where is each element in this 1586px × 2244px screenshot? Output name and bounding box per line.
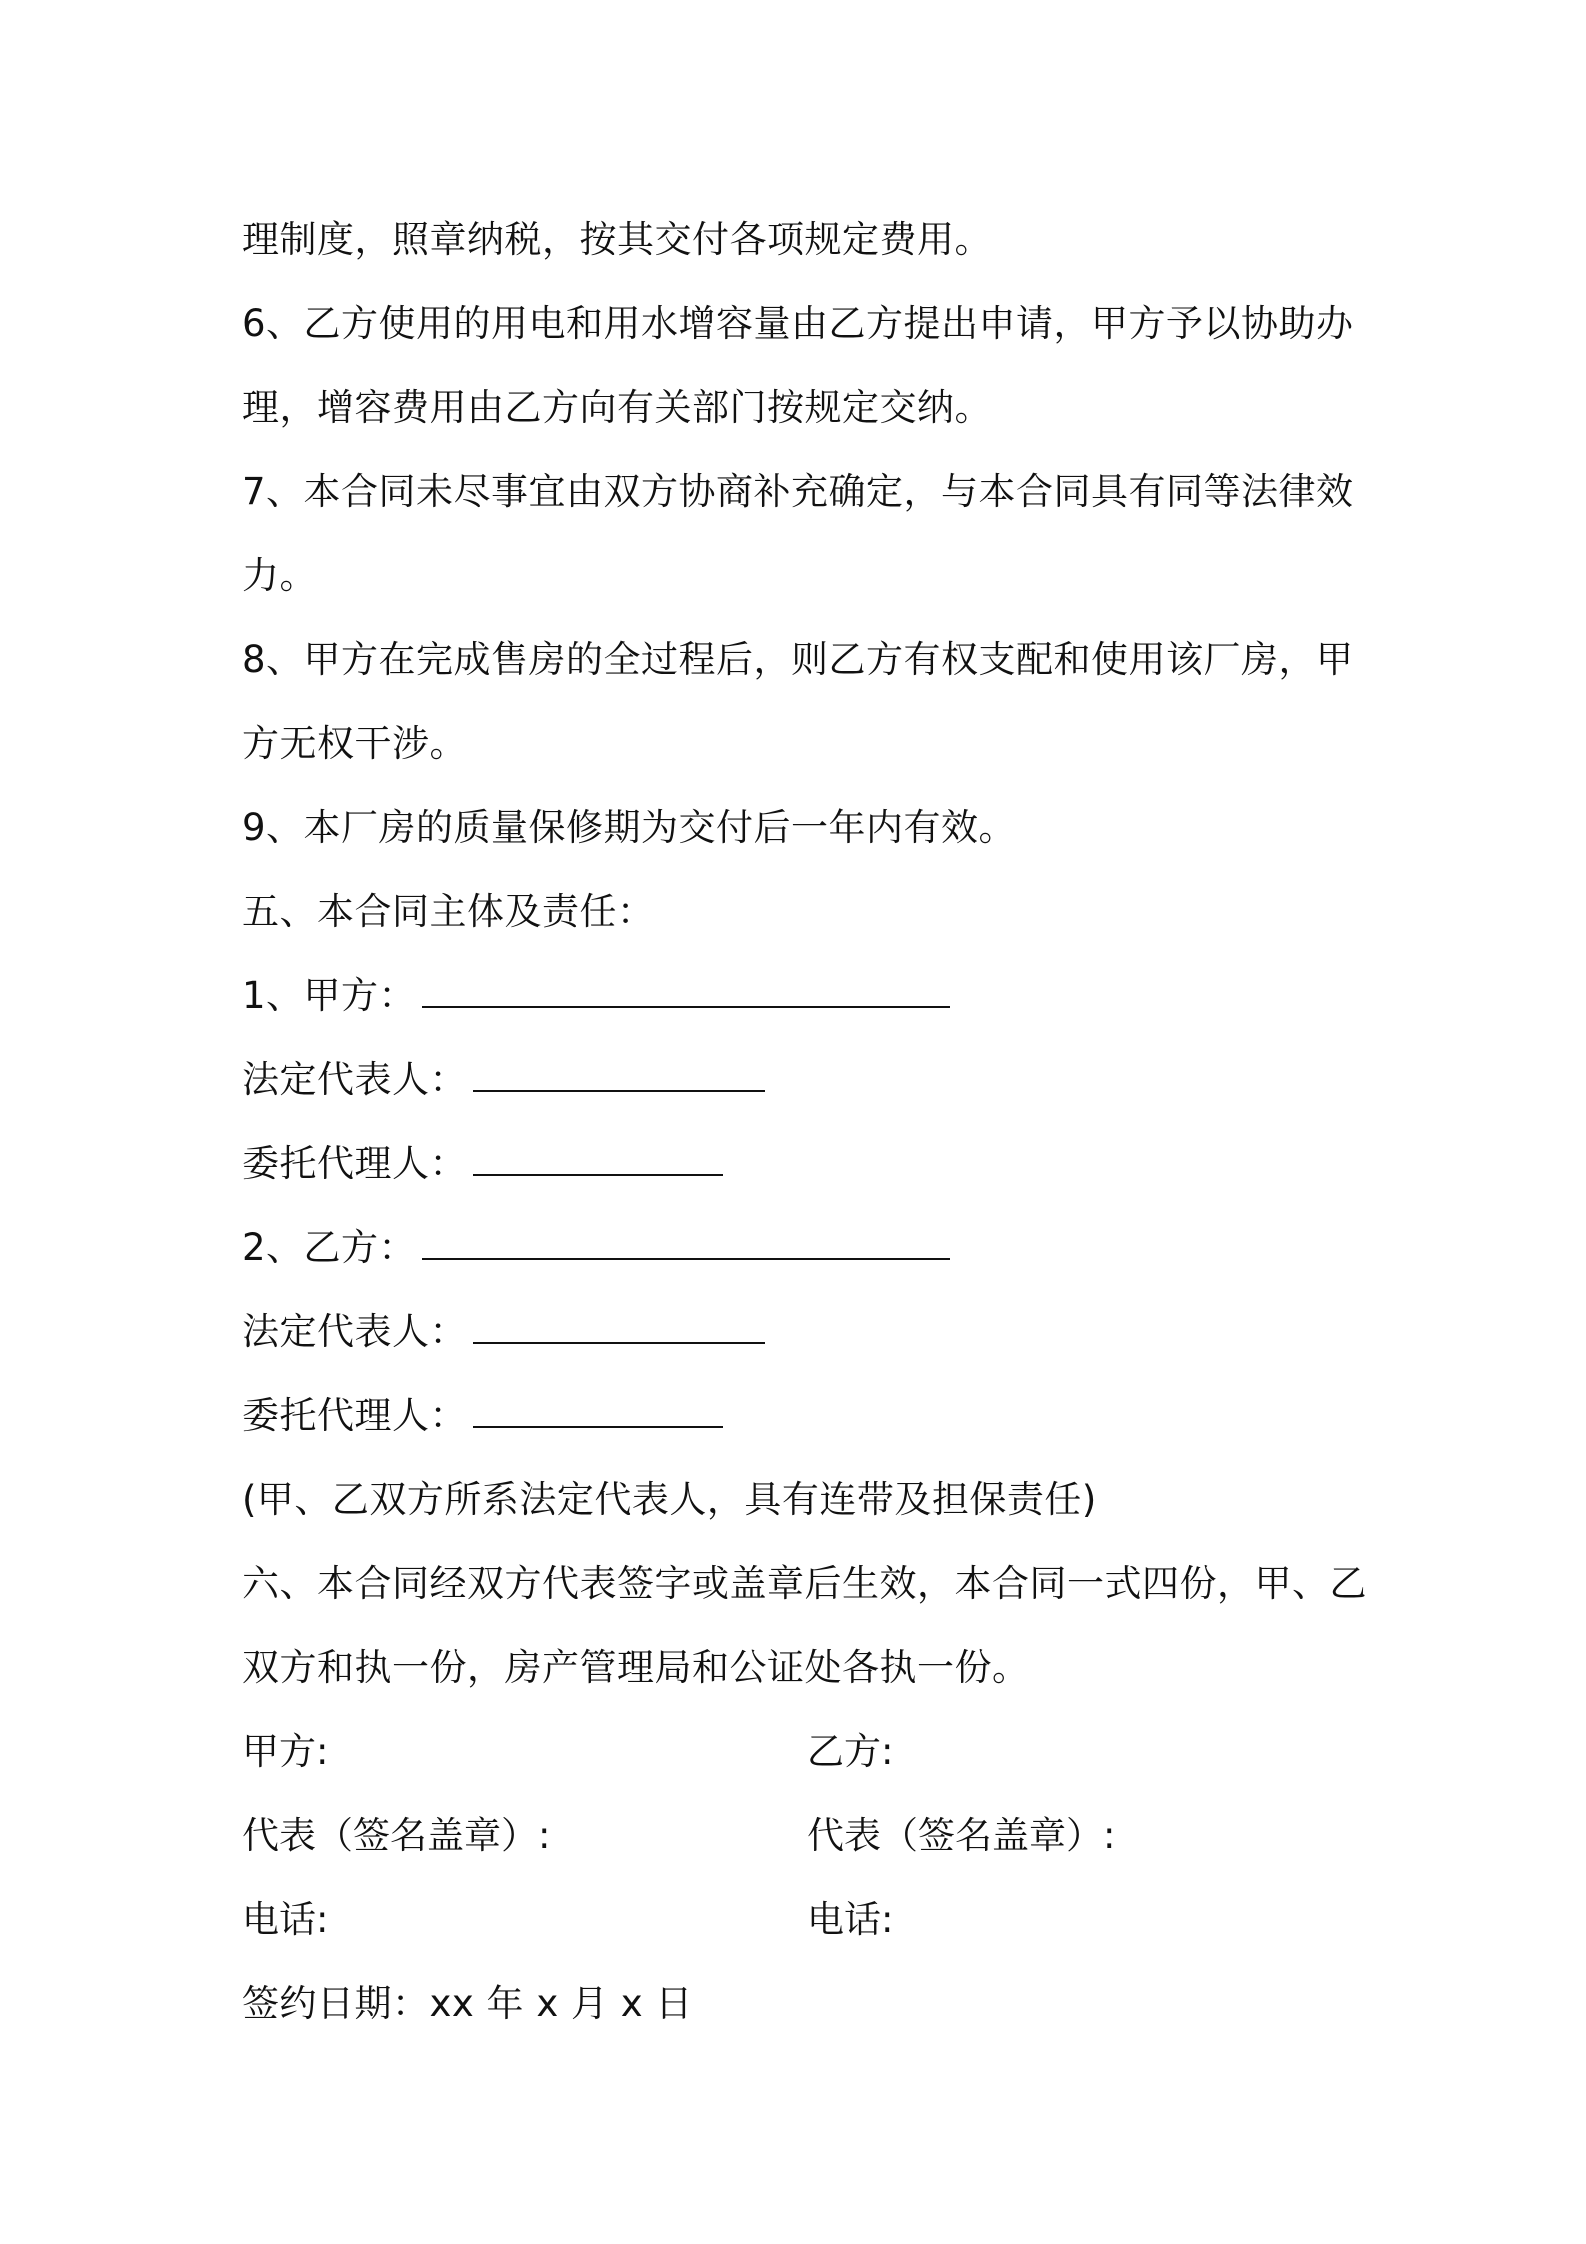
signing-date: 签约日期：xx 年 x 月 x 日 [242, 1982, 693, 2025]
party-a-agent-fill-line [473, 1138, 723, 1176]
section-6-line-1: 六、本合同经双方代表签字或盖章后生效，本合同一式四份，甲、乙 [242, 1562, 1367, 1605]
party-b-agent-label: 委托代理人： [242, 1394, 467, 1437]
party-b-rep-label: 法定代表人： [242, 1310, 467, 1353]
clause-6-line-1: 6、乙方使用的用电和用水增容量由乙方提出申请，甲方予以协助办 [242, 302, 1354, 345]
party-a-rep-fill-line [473, 1054, 765, 1092]
document-body [242, 198, 1367, 2046]
signature-party-b: 乙方: [807, 1730, 894, 1773]
clause-6-line-2: 理，增容费用由乙方向有关部门按规定交纳。 [242, 386, 992, 429]
party-b-label: 2、乙方： [242, 1226, 417, 1269]
party-a-agent-label: 委托代理人： [242, 1142, 467, 1185]
signature-party-a: 甲方: [242, 1730, 329, 1773]
signature-phone-row [242, 1878, 1362, 1962]
liability-note: (甲、乙双方所系法定代表人，具有连带及担保责任) [242, 1478, 1097, 1521]
party-b-agent-fill-line [473, 1390, 723, 1428]
clause-8-line-2: 方无权干涉。 [242, 722, 467, 765]
party-a-agent-row [242, 1122, 1362, 1206]
signature-rep-b: 代表（签名盖章）: [807, 1814, 1116, 1857]
clause-9: 9、本厂房的质量保修期为交付后一年内有效。 [242, 806, 1017, 849]
signature-phone-b: 电话: [807, 1898, 894, 1941]
party-a-rep-row [242, 1038, 1362, 1122]
party-a-row [242, 954, 1362, 1038]
section-5-title: 五、本合同主体及责任： [242, 890, 655, 933]
party-b-row [242, 1206, 1362, 1290]
signature-phone-a: 电话: [242, 1898, 329, 1941]
party-b-rep-fill-line [473, 1306, 765, 1344]
paragraph-text: 理制度，照章纳税，按其交付各项规定费用。 [242, 218, 992, 261]
signature-rep-row [242, 1794, 1362, 1878]
party-b-fill-line [422, 1222, 950, 1260]
party-a-rep-label: 法定代表人： [242, 1058, 467, 1101]
party-a-label: 1、甲方： [242, 974, 417, 1017]
section-6-line-2: 双方和执一份，房产管理局和公证处各执一份。 [242, 1646, 1030, 1689]
party-a-fill-line [422, 970, 950, 1008]
party-b-agent-row [242, 1374, 1362, 1458]
signature-party-row [242, 1710, 1362, 1794]
party-b-rep-row [242, 1290, 1362, 1374]
signature-rep-a: 代表（签名盖章）: [242, 1814, 551, 1857]
clause-7-line-1: 7、本合同未尽事宜由双方协商补充确定，与本合同具有同等法律效 [242, 470, 1354, 513]
clause-8-line-1: 8、甲方在完成售房的全过程后，则乙方有权支配和使用该厂房，甲 [242, 638, 1354, 681]
clause-7-line-2: 力。 [242, 554, 317, 597]
